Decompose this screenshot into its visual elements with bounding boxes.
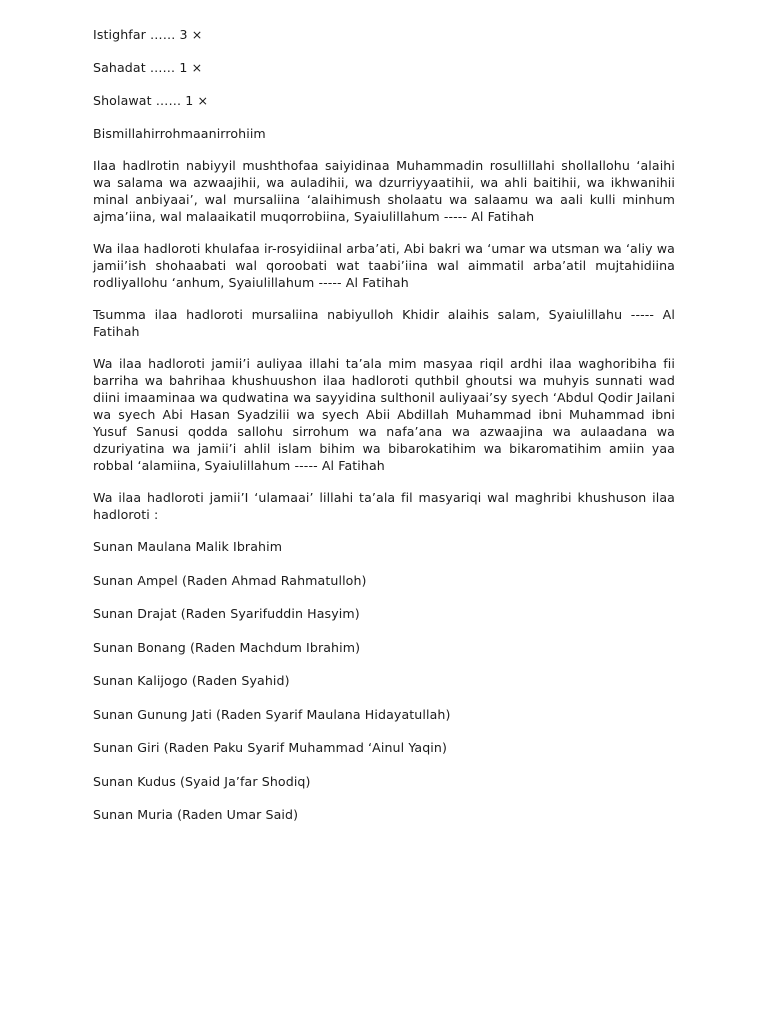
sahadat-count: Sahadat …… 1 × xyxy=(93,60,203,75)
paragraph-khulafaa: Wa ilaa hadloroti khulafaa ir-rosyidiinal arba’ati, Abi bakri wa ‘umar wa utsman wa ‘aliy wa jamii’ish shohaabati wal qoroobati wat taabi’iina wal aimmatil arba’atil mujtahidiina rodliyallohu ‘anhum, Syaiulillahum ----- Al Fatihah xyxy=(93,241,675,290)
paragraph-auliyaa: Wa ilaa hadloroti jamii’i auliyaa illahi ta’ala mim masyaa riqil ardhi ilaa waghoribiha fii barriha wa bahrihaa khushuushon ilaa hadloroti quthbil ghoutsi wa muhyis sunnati wad diini imaaminaa wa qudwatina wa sayyidina sulthonil auliyaai’sy syech ‘Abdul Qodir Jailani wa syech Abi Hasan Syadzilii wa syech Abii Abdillah Muhammad ibni Muhammad ibni Yusuf Sanusi qodda sallohu sirrohum wa nafa’ana wa azwaajina wa aulaadana wa dzuriyatina wa jamii’i ahlil islam bihim wa bibarokatihim wa bikaromatihim amiin yaa robbal ‘alamiina, Syaiulillahum ----- Al Fatihah xyxy=(93,356,675,473)
list-item: Sunan Drajat (Raden Syarifuddin Hasyim) xyxy=(93,606,360,621)
paragraph-nabi: Ilaa hadlrotin nabiyyil mushthofaa saiyidinaa Muhammadin rosullillahi shollallohu ‘alaihi wa salama wa azwaajihii, wa auladihii, wa dzurriyyaatihii, wa ahli baitihii, wa ikhwanihii minal anbiyaai’, wal mursaliina ‘alaihimush sholaatu wa salaamu wa aali kulli minhum ajma’iina, wal malaaikatil muqorrobiina, Syaiulillahum ----- Al Fatihah xyxy=(93,158,675,224)
document-page xyxy=(93,26,675,840)
sunan-list xyxy=(93,538,675,823)
list-item: Sunan Ampel (Raden Ahmad Rahmatulloh) xyxy=(93,572,367,588)
list-item: Sunan Kalijogo (Raden Syahid) xyxy=(93,673,290,688)
list-item: Sunan Muria (Raden Umar Said) xyxy=(93,807,299,822)
basmalah: Bismillahirrohmaanirrohiim xyxy=(93,126,266,141)
list-item: Sunan Maulana Malik Ibrahim xyxy=(93,539,283,554)
paragraph-ulamaa: Wa ilaa hadloroti jamii’I ‘ulamaai’ lillahi ta’ala fil masyariqi wal maghribi khushuson ilaa hadloroti : xyxy=(93,490,675,522)
paragraph-khidir: Tsumma ilaa hadloroti mursaliina nabiyulloh Khidir alaihis salam, Syaiulillahu ----- Al Fatihah xyxy=(93,307,675,339)
list-item: Sunan Giri (Raden Paku Syarif Muhammad ‘Ainul Yaqin) xyxy=(93,740,447,755)
list-item: Sunan Bonang (Raden Machdum Ibrahim) xyxy=(93,639,361,655)
list-item: Sunan Gunung Jati (Raden Syarif Maulana Hidayatullah) xyxy=(93,706,451,722)
istighfar-count: Istighfar …… 3 × xyxy=(93,27,203,42)
sholawat-count: Sholawat …… 1 × xyxy=(93,93,209,108)
list-item: Sunan Kudus (Syaid Ja’far Shodiq) xyxy=(93,773,311,789)
